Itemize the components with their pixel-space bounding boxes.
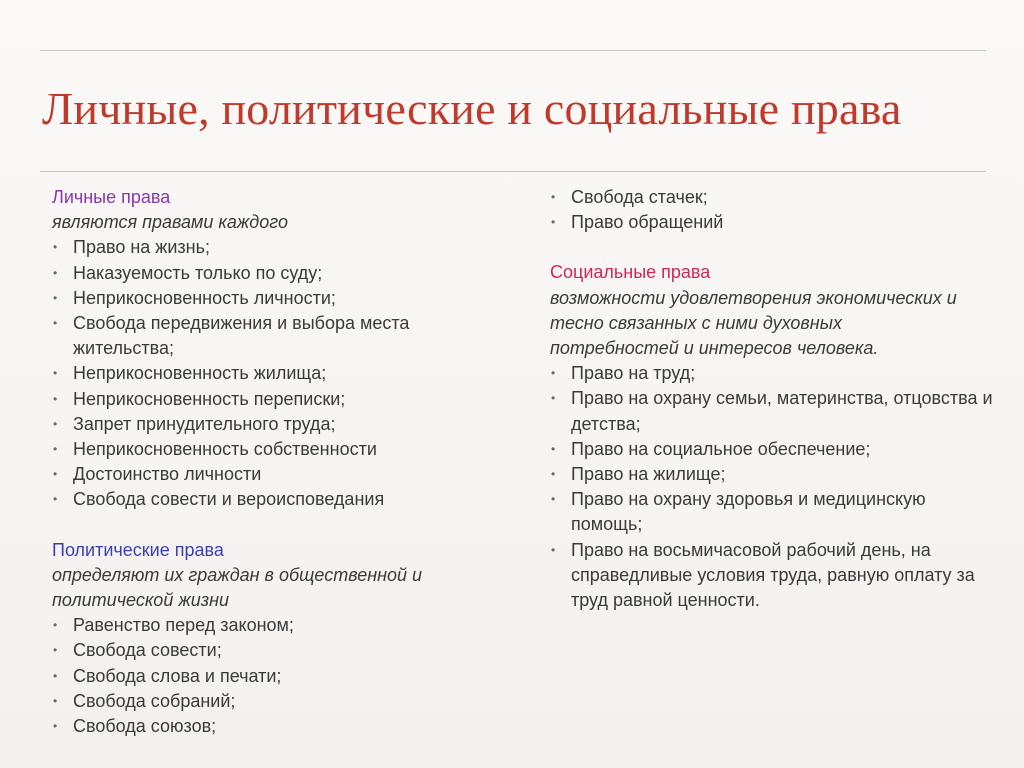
list-item-text: Свобода совести и вероисповедания bbox=[73, 489, 385, 510]
political-rights-section bbox=[52, 538, 502, 740]
social-rights-list bbox=[550, 361, 1000, 613]
social-rights-section bbox=[550, 260, 1000, 613]
bullet-icon: • bbox=[53, 442, 58, 457]
list-item-text: Запрет принудительного труда; bbox=[73, 413, 336, 434]
bullet-icon: • bbox=[53, 416, 58, 431]
personal-rights-section bbox=[52, 185, 502, 513]
political-rights-list bbox=[52, 613, 502, 739]
bullet-icon: • bbox=[53, 719, 58, 734]
title-divider bbox=[40, 171, 986, 172]
list-item bbox=[52, 689, 502, 714]
social-rights-heading: Социальные права bbox=[550, 262, 711, 283]
bullet-icon: • bbox=[53, 391, 58, 406]
list-item bbox=[52, 462, 502, 487]
left-column bbox=[52, 185, 502, 739]
political-rights-heading: Политические права bbox=[52, 539, 224, 560]
bullet-icon: • bbox=[53, 265, 58, 280]
list-item bbox=[52, 361, 502, 386]
list-item bbox=[550, 185, 1000, 210]
political-rights-continued-section bbox=[550, 185, 1000, 235]
list-item-text: Равенство перед законом; bbox=[73, 615, 294, 636]
list-item-text: Свобода передвижения и выбора места жительства; bbox=[73, 313, 410, 359]
list-item-text: Право на восьмичасовой рабочий день, на справедливые условия труда, равную оплату за труд равной ценности. bbox=[571, 539, 975, 611]
list-item-text: Неприкосновенность личности; bbox=[73, 287, 336, 308]
list-item-text: Достоинство личности bbox=[73, 464, 262, 485]
list-item-text: Неприкосновенность жилища; bbox=[73, 363, 327, 384]
list-item-text: Право на охрану здоровья и медицинскую помощь; bbox=[571, 489, 926, 535]
bullet-icon: • bbox=[551, 492, 556, 507]
list-item bbox=[52, 487, 502, 512]
list-item-text: Наказуемость только по суду; bbox=[73, 262, 323, 283]
list-item bbox=[550, 462, 1000, 487]
bullet-icon: • bbox=[551, 190, 556, 204]
bullet-icon: • bbox=[53, 366, 58, 381]
section-spacer bbox=[550, 235, 1000, 260]
list-item-text: Право на жизнь; bbox=[73, 237, 210, 258]
list-item-text: Свобода собраний; bbox=[73, 690, 236, 711]
bullet-icon: • bbox=[551, 391, 556, 406]
list-item bbox=[52, 412, 502, 437]
list-item bbox=[52, 638, 502, 663]
bullet-icon: • bbox=[551, 467, 556, 482]
bullet-icon: • bbox=[53, 316, 58, 331]
list-item bbox=[52, 235, 502, 260]
bullet-icon: • bbox=[551, 215, 556, 230]
list-item-text: Право обращений bbox=[571, 212, 724, 233]
list-item bbox=[52, 311, 502, 361]
political-rights-continued-list bbox=[550, 185, 1000, 235]
list-item bbox=[550, 538, 1000, 614]
list-item-text: Право на социальное обеспечение; bbox=[571, 438, 871, 459]
list-item-text: Свобода союзов; bbox=[73, 716, 217, 737]
social-rights-description: возможности удовлетворения экономических и тесно связанных с ними духовных потребностей и интересов человека. bbox=[550, 287, 957, 359]
bullet-icon: • bbox=[551, 441, 556, 456]
list-item bbox=[550, 361, 1000, 386]
bullet-icon: • bbox=[53, 467, 58, 482]
bullet-icon: • bbox=[53, 643, 58, 658]
bullet-icon: • bbox=[53, 693, 58, 708]
political-rights-description: определяют их граждан в общественной и политической жизни bbox=[52, 564, 423, 611]
list-item bbox=[550, 437, 1000, 462]
list-item-text: Право на труд; bbox=[571, 363, 696, 384]
bullet-icon: • bbox=[53, 492, 58, 507]
bullet-icon: • bbox=[53, 240, 58, 255]
list-item bbox=[52, 437, 502, 462]
list-item bbox=[52, 387, 502, 412]
list-item bbox=[52, 613, 502, 638]
list-item bbox=[52, 261, 502, 286]
slide-title: Личные, политические и социальные права bbox=[42, 83, 902, 134]
bullet-icon: • bbox=[53, 290, 58, 305]
list-item-text: Свобода слова и печати; bbox=[73, 665, 282, 686]
personal-rights-list bbox=[52, 235, 502, 512]
right-column bbox=[550, 185, 1000, 613]
list-item bbox=[52, 714, 502, 739]
list-item-text: Право на жилище; bbox=[571, 464, 726, 485]
list-item bbox=[550, 210, 1000, 235]
list-item-text: Свобода совести; bbox=[73, 640, 222, 661]
bullet-icon: • bbox=[551, 366, 556, 381]
top-divider bbox=[40, 50, 986, 51]
list-item-text: Свобода стачек; bbox=[571, 187, 708, 207]
personal-rights-heading: Личные права bbox=[52, 187, 171, 207]
list-item-text: Неприкосновенность собственности bbox=[73, 439, 377, 460]
list-item bbox=[52, 664, 502, 689]
list-item-text: Право на охрану семьи, материнства, отцовства и детства; bbox=[571, 388, 993, 434]
personal-rights-description: являются правами каждого bbox=[52, 212, 288, 233]
list-item-text: Неприкосновенность переписки; bbox=[73, 388, 346, 409]
list-item bbox=[550, 487, 1000, 537]
bullet-icon: • bbox=[551, 542, 556, 557]
bullet-icon: • bbox=[53, 618, 58, 633]
bullet-icon: • bbox=[53, 668, 58, 683]
list-item bbox=[550, 386, 1000, 436]
list-item bbox=[52, 286, 502, 311]
section-spacer bbox=[52, 513, 502, 538]
